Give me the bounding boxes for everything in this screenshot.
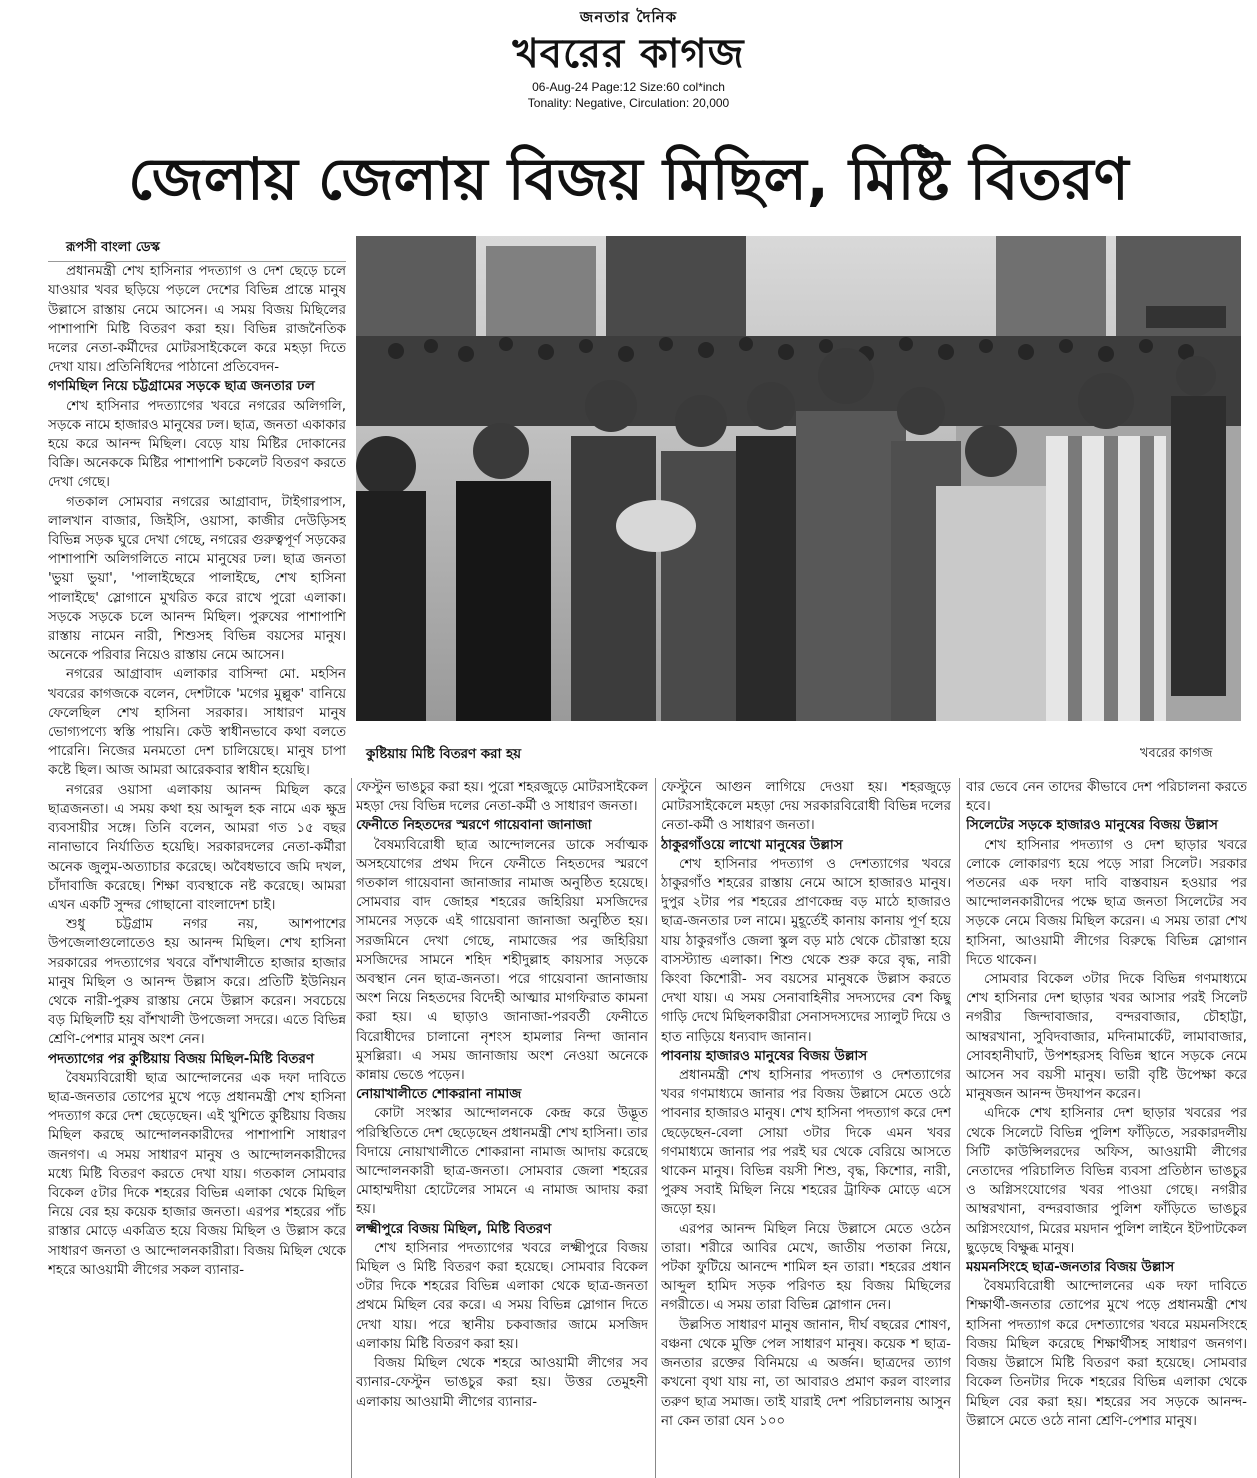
- article-paragraph: নগরের আগ্রাবাদ এলাকার বাসিন্দা মো. মহসিন খবরের কাগজকে বলেন, দেশটাকে 'মগের মুল্লুক' বানিয়ে ফেলেছিল শেখ হাসিনা সরকার। সাধারণ মানুষ ভোগ্যপণ্যে স্বস্তি পায়নি। কেউ স্বাধীনভাবে কথা বলতে পারেনি। নিজের মনমতো দেশ চালিয়েছে। মানুষ চাপা কষ্টে ছিল। আজ আমরা আরেকবার স্বাধীন হয়েছি।: [48, 667, 346, 779]
- newspaper-logo: খবরের কাগজ: [512, 31, 745, 77]
- article-paragraph: শেখ হাসিনার পদত্যাগ ও দেশত্যাগের খবরে ঠাকুরগাঁও শহরের রাস্তায় নেমে আসে হাজারও মানুষ। দুপুর ২টার পর শহরের প্রাণকেন্দ্র বড় মাঠে হাজারও ছাত্র-জনতার ঢল নামে। মুহূর্তেই কানায় কানায় পূর্ণ হয়ে যায় ঠাকুরগাঁও জেলা স্কুল বড় মাঠ থেকে চৌরাস্তা হয়ে বাসস্ট্যান্ড এলাকা। শিশু থেকে শুরু করে বৃদ্ধ, নারী কিংবা কিশোরী- সব বয়সের মানুষকে উল্লাস করতে দেখা যায়। এ সময় সেনাবাহিনীর সদস্যদের বেশ কিছু গাড়ি দেখে মিছিলকারীরা সেনাসদস্যদের স্যালুট দিয়ে ও হাত নাড়িয়ে ধন্যবাদ জানান।: [661, 856, 951, 1045]
- article-paragraph: প্রধানমন্ত্রী শেখ হাসিনার পদত্যাগ ও দেশত্যাগের খবর গণমাধ্যমে জানার পর বিজয় উল্লাসে মেতে ওঠে পাবনার হাজারও মানুষ। শেখ হাসিনা পদত্যাগ করে দেশ ছেড়েছেন-বেলা সোয়া ৩টার দিকে এমন খবর গণমাধ্যমে জানার পর পরই ঘর থেকে বেরিয়ে আসতে থাকেন মানুষ। বিভিন্ন বয়সী শিশু, বৃদ্ধ, কিশোর, নারী, পুরুষ সবাই মিছিল নিয়ে শহরের ট্রাফিক মোড়ে এসে জড়ো হয়।: [661, 1068, 951, 1218]
- clipping-meta-date-size: 06-Aug-24 Page:12 Size:60 col*inch: [532, 80, 725, 94]
- crowd-photo-illustration: [356, 236, 1241, 721]
- section-subheading: ময়মনসিংহে ছাত্র-জনতার বিজয় উল্লাস: [966, 1260, 1175, 1276]
- section-subheading: নোয়াখালীতে শোকরানা নামাজ: [356, 1087, 522, 1103]
- photo-credit: খবরের কাগজ: [1140, 746, 1213, 761]
- article-paragraph: শুধু চট্টগ্রাম নগর নয়, আশপাশের উপজেলাগুলোতেও হয় আনন্দ মিছিল। শেখ হাসিনা সরকারের পদত্যাগের খবরে বাঁশখালীতে হাজার হাজার মানুষ মিছিল ও আনন্দ উল্লাস করে। প্রতিটি ইউনিয়ন থেকে নারী-পুরুষ রাস্তায় নেমে উল্লাস করেন। সবচেয়ে বড় মিছিলটি হয় বাঁশখালী উপজেলা সদরে। এতে বিভিন্ন শ্রেণি-পেশার মানুষ অংশ নেন।: [48, 917, 346, 1048]
- article-paragraph: গতকাল সোমবার নগরের আগ্রাবাদ, টাইগারপাস, লালখান বাজার, জিইসি, ওয়াসা, কাজীর দেউড়িসহ বিভিন্ন সড়ক ঘুরে দেখা গেছে, নগরের গুরুত্বপূর্ণ সড়কের পাশাপাশি অলিগলিতে নামে মানুষের ঢল। ছাত্র জনতা 'ভুয়া ভুয়া', 'পালাইছেরে পালাইছে, শেখ হাসিনা পালাইছে' স্লোগানে মুখরিত করে রাখে পুরো এলাকা। সড়কে সড়কে চলে আনন্দ মিছিল। পুরুষের পাশাপাশি রাস্তায় নামেন নারী, শিশুসহ বিভিন্ন বয়সের মানুষ। অনেকে পরিবার নিয়েও রাস্তায় নেমে আসেন।: [48, 494, 346, 664]
- article-paragraph: এরপর আনন্দ মিছিল নিয়ে উল্লাসে মেতে ওঠেন তারা। শরীরে আবির মেখে, জাতীয় পতাকা নিয়ে, পটকা ফুটিয়ে আনন্দে শামিল হন তারা। শহরের প্রধান আব্দুল হামিদ সড়ক পরিণত হয় বিজয় মিছিলের নগরীতে। এ সময় তারা বিভিন্ন স্লোগান দেন।: [661, 1221, 951, 1314]
- article-paragraph: নগরের ওয়াসা এলাকায় আনন্দ মিছিল করে ছাত্রজনতা। এ সময় কথা হয় আব্দুল হক নামে এক ক্ষুদ্র ব্যবসায়ীর সঙ্গে। তিনি বলেন, আমরা গত ১৫ বছর নানাভাবে নির্যাতিত হয়েছি। সরকারদলের নেতা-কর্মীরা অনেক জুলুম-অত্যাচার করেছে। অবৈধভাবে জমি দখল, চাঁদাবাজি করেছে। শিক্ষা ব্যবস্থাকে নষ্ট করেছে। আমরা এখন একটি সুন্দর গোছানো বাংলাদেশ চাই।: [48, 782, 346, 913]
- article-paragraph: বৈষম্যবিরোধী আন্দোলনের এক দফা দাবিতে শিক্ষার্থী-জনতার তোপের মুখে পড়ে প্রধানমন্ত্রী শেখ হাসিনা পদত্যাগ করে দেশত্যাগের খবরে ময়মনসিংহে বিজয় মিছিল করেছে শিক্ষার্থীসহ সাধারণ জনগণ। বিজয় উল্লাসে মিষ্টি বিতরণ করা হয়েছে। সোমবার বিকেল তিনটার দিকে শহরের বিভিন্ন এলাকা থেকে মিছিল বের করা হয়। শহরের সব সড়কে আনন্দ-উল্লাসে মেতে ওঠে নানা শ্রেণি-পেশার মানুষ।: [966, 1279, 1247, 1429]
- section-subheading: পাবনায় হাজারও মানুষের বিজয় উল্লাস: [661, 1048, 868, 1064]
- section-subheading: পদত্যাগের পর কুষ্টিয়ায় বিজয় মিছিল-মিষ্টি বিতরণ: [48, 1051, 314, 1067]
- article-paragraph: প্রধানমন্ত্রী শেখ হাসিনার পদত্যাগ ও দেশ ছেড়ে চলে যাওয়ার খবর ছড়িয়ে পড়লে দেশের বিভিন্ন প্রান্তে মানুষ উল্লাসে রাস্তায় নেমে আসেন। এ সময় বিজয় মিছিলের পাশাপাশি মিষ্টি বিতরণ করা হয়। বিভিন্ন রাজনৈতিক দলের নেতা-কর্মীদের মোটরসাইকেলে করে মহড়া দিতে দেখা যায়। প্রতিনিধিদের পাঠানো প্রতিবেদন-: [48, 264, 346, 376]
- article-paragraph: উল্লসিত সাধারণ মানুষ জানান, দীর্ঘ বছরের শোষণ, বঞ্চনা থেকে মুক্তি পেল সাধারণ মানুষ। কয়েক শ ছাত্র-জনতার রক্তের বিনিময়ে এ অর্জন। ছাত্রদের ত্যাগ কখনো বৃথা যায় না, তা আবারও প্রমাণ করল বাংলার তরুণ ছাত্র সমাজ। তাই যারাই দেশ পরিচালনায় আসুন না কেন তারা যেন ১০০: [661, 1317, 951, 1429]
- article-column-1: [48, 238, 346, 1478]
- article-paragraph: বিজয় মিছিল থেকে শহরে আওয়ামী লীগের সব ব্যানার-ফেস্টুন ভাঙচুর করা হয়। উত্তর তেমুহনী এলাকায় আওয়ামী লীগের ব্যানার-: [356, 1356, 648, 1410]
- article-paragraph: ফেস্টুন ভাঙচুর করা হয়। পুরো শহরজুড়ে মোটরসাইকেল মহড়া দেয় বিভিন্ন দলের নেতা-কর্মী ও সাধারণ জনতা।: [356, 780, 648, 815]
- clipping-meta-tonality: Tonality: Negative, Circulation: 20,000: [527, 96, 730, 110]
- article-column-2: [356, 778, 648, 1478]
- article-paragraph: এদিকে শেখ হাসিনার দেশ ছাড়ার খবরের পর থেকে সিলেটে বিভিন্ন পুলিশ ফাঁড়িতে, সরকারদলীয় সিটি কাউন্সিলরদের অফিস, আওয়ামী লীগের নেতাদের পরিচালিত বিভিন্ন ব্যবসা প্রতিষ্ঠান ভাঙচুর ও অগ্নিসংযোগের খবর পাওয়া গেছে। নগরীর আম্বরখানা, বন্দরবাজার পুলিশ ফাঁড়িতে ভাঙচুর অগ্নিসংযোগ, মিরের ময়দান পুলিশ লাইনে ইটপাটকেল ছুড়েছে বিক্ষুব্ধ মানুষ।: [966, 1106, 1247, 1256]
- column-divider: [351, 778, 352, 1478]
- article-paragraph: সোমবার বিকেল ৩টার দিকে বিভিন্ন গণমাধ্যমে শেখ হাসিনার দেশ ছাড়ার খবর আসার পরই সিলেট নগরীর জিন্দাবাজার, বন্দরবাজার, চৌহাট্টা, আম্বরখানা, সুবিদবাজার, মদিনামার্কেট, লামাবাজার, সোবহানীঘাট, উপশহরসহ বিভিন্ন স্থানে সড়কে নেমে আসেন সব বয়সী মানুষ। ভারী বৃষ্টি উপেক্ষা করে মানুষজন আনন্দ উদযাপন করেন।: [966, 972, 1247, 1103]
- section-subheading: সিলেটের সড়কে হাজারও মানুষের বিজয় উল্লাস: [966, 818, 1218, 834]
- article-paragraph: বৈষম্যবিরোধী ছাত্র আন্দোলনের এক দফা দাবিতে ছাত্র-জনতার তোপের মুখে পড়ে প্রধানমন্ত্রী শেখ হাসিনা পদত্যাগ করে দেশ ছেড়েছেন। এই খুশিতে কুষ্টিয়ায় বিজয় মিছিল করছে আন্দোলনকারীদের পাশাপাশি সাধারণ জনগণ। এ সময় সাধারণ মানুষ ও আন্দোলনকারীদের মধ্যে মিষ্টি বিতরণ করতে দেখা যায়। গতকাল সোমবার বিকেল ৫টার দিকে শহরের বিভিন্ন এলাকা থেকে মিছিল নিয়ে বের হয় কয়েক হাজার জনতা। এরপর শহরের পাঁচ রাস্তার মোড়ে একত্রিত হয়ে বিজয় মিছিল ও উল্লাস করে সাধারণ জনতা ও আন্দোলনকারীরা। বিজয় মিছিল থেকে শহরে আওয়ামী লীগের সকল ব্যানার-: [48, 1070, 346, 1278]
- article-paragraph: শেখ হাসিনার পদত্যাগ ও দেশ ছাড়ার খবরে লোকে লোকারণ্য হয়ে পড়ে সারা সিলেট। সরকার পতনের এক দফা দাবি বাস্তবায়ন হওয়ার পর আন্দোলনকারীদের পক্ষে ছাত্র জনতা সিলেটের সব সড়কে নেমে বিজয় মিছিল করেন। এ সময় তারা শেখ হাসিনা, আওয়ামী লীগের বিরুদ্ধে বিভিন্ন স্লোগান দিতে থাকেন।: [966, 837, 1247, 968]
- article-paragraph: কোটা সংস্কার আন্দোলনকে কেন্দ্র করে উদ্ভূত পরিস্থিতিতে দেশ ছেড়েছেন প্রধানমন্ত্রী শেখ হাসিনা। তার বিদায়ে নোয়াখালীতে শোকরানা নামাজ আদায় করেছে আন্দোলনকারী ছাত্র-জনতা। সোমবার জেলা শহরের মোহাম্মদীয়া হোটেলের সামনে এ নামাজ আদায় করা হয়।: [356, 1106, 648, 1218]
- section-subheading: গণমিছিল নিয়ে চট্টগ্রামের সড়কে ছাত্র জনতার ঢল: [48, 379, 315, 395]
- article-headline: জেলায় জেলায় বিজয় মিছিল, মিষ্টি বিতরণ: [128, 145, 1129, 213]
- column-divider: [959, 778, 960, 1478]
- article-paragraph: বৈষম্যবিরোধী ছাত্র আন্দোলনের ডাকে সর্বাত্মক অসহযোগের প্রথম দিনে ফেনীতে নিহতদের স্মরণে গতকাল গায়েবানা জানাজার নামাজ অনুষ্ঠিত হয়েছে। সোমবার বাদ জোহর শহরের জহিরিয়া মসজিদের সামনের সড়কে এই গায়েবানা জানাজা অনুষ্ঠিত হয়। সরজমিনে দেখা গেছে, নামাজের পর জহিরিয়া মসজিদের সামনে শহিদ শহীদুল্লাহ কায়সার সড়কে অবস্থান নেন ছাত্র-জনতা। পরে গায়েবানা জানাজায় অংশ নিয়ে নিহতদের বিদেহী আত্মার মাগফিরাত কামনা করা হয়। এ ছাড়াও জানাজা-পরবর্তী ফেনীতে বিরোধীদের চালানো নৃশংস হামলার নিন্দা জানান মুসল্লিরা। এ সময় জানাজায় অংশ নেওয়া অনেকে কান্নায় ভেঙে পড়েন।: [356, 837, 648, 1084]
- masthead: [0, 0, 1257, 118]
- article-column-3: [661, 778, 951, 1478]
- byline: রূপসী বাংলা ডেস্ক: [48, 238, 346, 262]
- article-column-4: [966, 778, 1247, 1478]
- article-paragraph: শেখ হাসিনার পদত্যাগের খবরে লক্ষ্মীপুরে বিজয় মিছিল ও মিষ্টি বিতরণ করা হয়েছে। সোমবার বিকেল ৩টার দিকে শহরের বিভিন্ন এলাকা থেকে ছাত্র-জনতা প্রথমে মিছিল বের করে। এ সময় বিভিন্ন স্লোগান দিতে দেখা যায়। পরে স্থানীয় চকবাজার জামে মসজিদ এলাকায় মিষ্টি বিতরণ করা হয়।: [356, 1240, 648, 1352]
- article-paragraph: বার ভেবে নেন তাদের কীভাবে দেশ পরিচালনা করতে হবে।: [966, 780, 1247, 815]
- masthead-tagline: জনতার দৈনিক: [579, 8, 678, 26]
- section-subheading: লক্ষ্মীপুরে বিজয় মিছিল, মিষ্টি বিতরণ: [356, 1221, 552, 1237]
- article-paragraph: শেখ হাসিনার পদত্যাগের খবরে নগরের অলিগলি, সড়কে নামে হাজারও মানুষের ঢল। ছাত্র, জনতা একাকার হয়ে করে আনন্দ মিছিল। বেড়ে যায় মিষ্টির দোকানের বিক্রি। অনেককে মিষ্টির পাশাপাশি চকলেট বিতরণ করতে দেখা গেছে।: [48, 398, 346, 491]
- section-subheading: ঠাকুরগাঁওয়ে লাখো মানুষের উল্লাস: [661, 837, 843, 853]
- section-subheading: ফেনীতে নিহতদের স্মরণে গায়েবানা জানাজা: [356, 818, 592, 834]
- news-photo: [356, 236, 1241, 721]
- photo-caption: কুষ্টিয়ায় মিষ্টি বিতরণ করা হয়: [366, 747, 521, 762]
- article-paragraph: ফেস্টুনে আগুন লাগিয়ে দেওয়া হয়। শহরজুড়ে মোটরসাইকেলে মহড়া দেয় সরকারবিরোধী বিভিন্ন দলের নেতা-কর্মী ও সাধারণ জনতা।: [661, 780, 951, 834]
- column-divider: [655, 778, 656, 1478]
